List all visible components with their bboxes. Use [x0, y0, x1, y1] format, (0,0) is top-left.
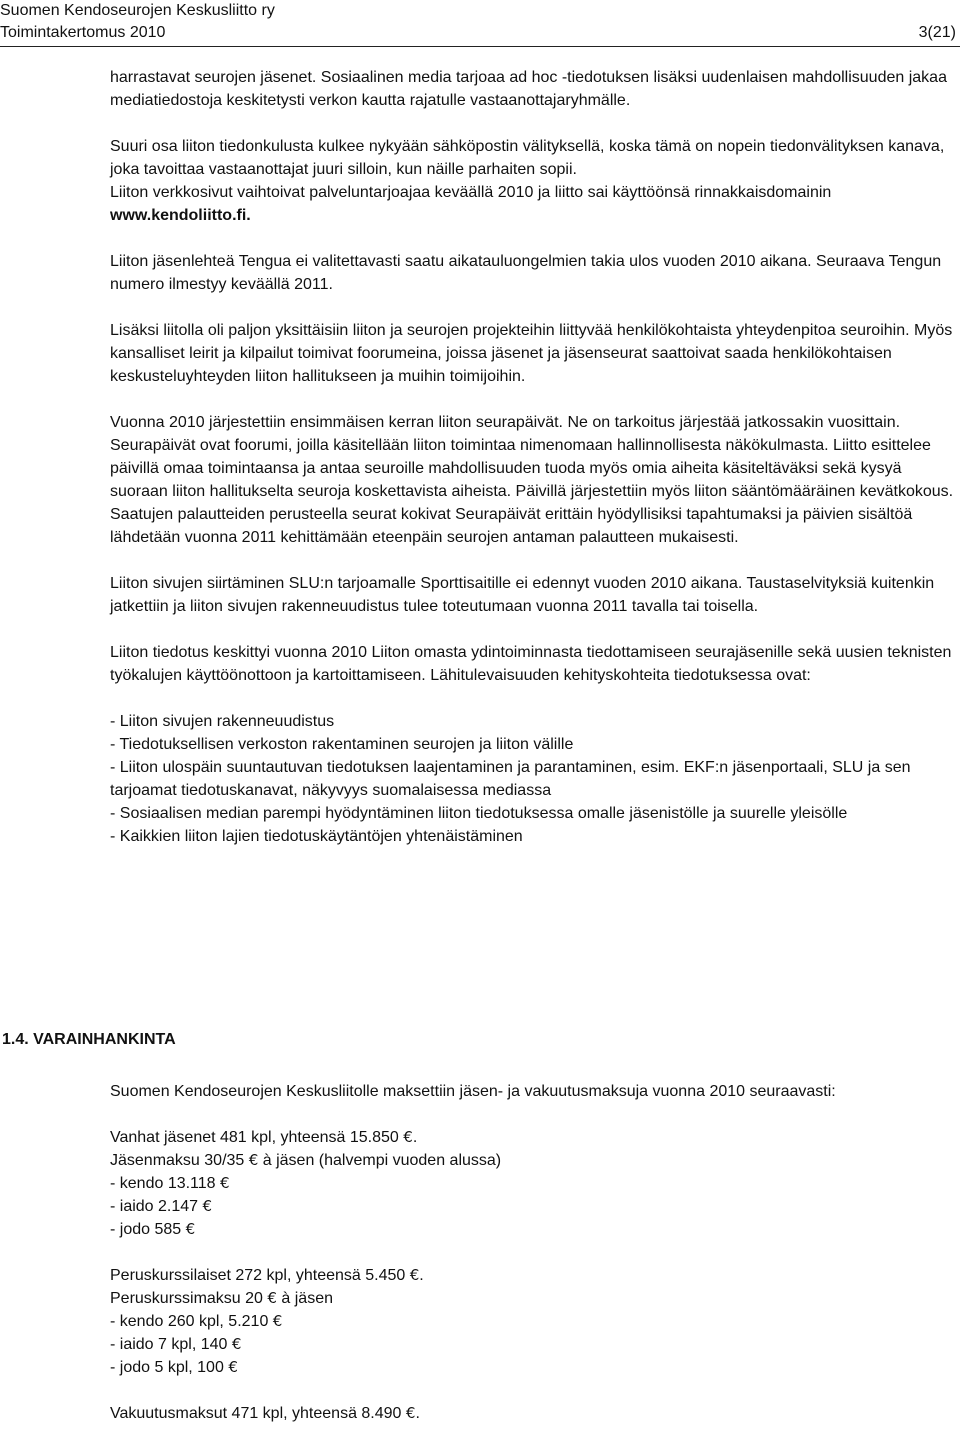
course-item-text: - iaido 7 kpl, 140	[110, 1336, 228, 1353]
euro-icon: €	[272, 1312, 283, 1330]
euro-icon: €	[231, 1335, 242, 1353]
euro-icon: €	[248, 1151, 259, 1169]
list-item	[110, 1356, 958, 1379]
members-line-text: Vanhat jäsenet 481 kpl, yhteensä 15.850	[110, 1129, 399, 1146]
list-item	[110, 1310, 958, 1333]
list-item: - Liiton ulospäin suuntautuvan tiedotuksen laajentaminen ja parantaminen, esim. EKF:n jäsenportaali, SLU ja sen tarjoamat tiedotuskanavat, näkyvyys suomalaisessa mediassa	[110, 759, 911, 799]
euro-icon: €	[403, 1128, 413, 1146]
paragraph-2: Suuri osa liiton tiedonkulusta kulkee nykyään sähköpostin välityksellä, koska tämä on nopein tiedonvälityksen kanava, joka tavoittaa vastaanottajat juuri silloin, kun näille parhaiten sopii.	[110, 138, 945, 178]
euro-icon: €	[220, 1174, 230, 1192]
paragraph-3-text: Liiton verkkosivut vaihtoivat palveluntarjoajaa keväällä 2010 ja liitto sai käyttöönsä rinnakkaisdomainin	[110, 184, 832, 201]
member-item-text: - iaido 2.147	[110, 1198, 199, 1215]
euro-icon: €	[405, 1404, 416, 1422]
course-line: Peruskurssilaiset 272 kpl, yhteensä 5.450 €.	[110, 1266, 424, 1284]
header-page-number: 3(21)	[918, 24, 956, 41]
list-item	[110, 1172, 958, 1195]
section-intro: Suomen Kendoseurojen Keskusliitolle maksettiin jäsen- ja vakuutusmaksuja vuonna 2010 seuraavasti:	[110, 1083, 836, 1100]
list-item: - Kaikkien liiton lajien tiedotuskäytäntöjen yhtenäistäminen	[110, 828, 523, 845]
paragraph-7: Liiton sivujen siirtäminen SLU:n tarjoamalle Sporttisaitille ei edennyt vuoden 2010 aikana. Taustaselvityksiä kuitenkin jatkettiin ja liiton sivujen rakenneuudistus tulee toteutumaan vuonna 2011 tavalla tai toisella.	[110, 575, 935, 615]
paragraph-4: Liiton jäsenlehteä Tengua ei valitettavasti saatu aikatauluongelmien takia ulos vuoden 2010 aikana. Seuraava Tengun numero ilmestyy keväällä 2011.	[110, 253, 942, 293]
paragraph-3	[110, 181, 958, 227]
member-fee-line	[110, 1149, 958, 1172]
page-header	[0, 0, 960, 44]
section-heading: 1.4. VARAINHANKINTA	[2, 1031, 176, 1048]
euro-icon: €	[267, 1289, 277, 1307]
fundraising-section	[110, 1080, 958, 1425]
course-item-text: - jodo 5 kpl, 100	[110, 1359, 224, 1376]
euro-icon: €	[202, 1197, 213, 1215]
course-fee-tail: à jäsen	[276, 1290, 333, 1307]
euro-icon: €	[409, 1266, 420, 1284]
member-fee-tail: à jäsen (halvempi vuoden alussa)	[258, 1152, 502, 1169]
paragraph-6: Vuonna 2010 järjestettiin ensimmäisen kerran liiton seurapäivät. Ne on tarkoitus järjestää jatkossakin vuosittain. Seurapäivät ovat foorumi, joilla käsitellään liiton toimintaa nimenomaan hallinnollisesta näkökulmasta. Liitto esittelee päivillä omaa toimintaansa ja antaa seuroille mahdollisuuden tuoda myös omia aiheita käsiteltäväksi sekä kysyä suoraan liiton hallitukselta seuroja koskettavista aiheista. Päivillä järjestettiin myös liiton sääntömääräinen kevätkokous. Saatujen palautteiden perusteella seurat kokivat Seurapäivät erittäin hyödyllisiksi tapahtumaksi ja päivien sisältöä lähdetään vuonna 2011 kehittämään eteenpäin seurojen antaman palautteen mukaisesti.	[110, 414, 954, 546]
course-fee-line	[110, 1287, 958, 1310]
list-item: - Tiedotuksellisen verkoston rakentaminen seurojen ja liiton välille	[110, 736, 574, 753]
paragraph-8: Liiton tiedotus keskittyi vuonna 2010 Liiton omasta ydintoiminnasta tiedottamiseen seurajäsenille sekä uusien teknisten työkalujen käyttöönottoon ja kartoittamiseen. Lähitulevaisuuden kehityskohteita tiedotuksessa ovat:	[110, 644, 952, 684]
insurance-line: Vakuutusmaksut 471 kpl, yhteensä 8.490 €.	[110, 1404, 420, 1422]
header-divider	[0, 46, 960, 47]
course-line-text: Peruskurssilaiset 272 kpl, yhteensä 5.450	[110, 1267, 406, 1284]
header-doc-title: Toimintakertomus 2010	[0, 24, 166, 41]
header-org: Suomen Kendoseurojen Keskusliitto ry	[0, 2, 275, 19]
euro-icon: €	[228, 1358, 238, 1376]
paragraph-1: harrastavat seurojen jäsenet. Sosiaalinen media tarjoaa ad hoc -tiedotuksen lisäksi uudenlaisen mahdollisuuden jakaa mediatiedostoja keskitetysti verkon kautta rajatulle vastaanottajaryhmälle.	[110, 69, 947, 109]
list-item	[110, 1333, 958, 1356]
member-item-text: - kendo 13.118	[110, 1175, 216, 1192]
insurance-line-text: Vakuutusmaksut 471 kpl, yhteensä 8.490	[110, 1405, 402, 1422]
member-item-text: - jodo 585	[110, 1221, 182, 1238]
paragraph-5: Lisäksi liitolla oli paljon yksittäisiin liiton ja seurojen projekteihin liittyvää henkilökohtaista yhteydenpitoa seuroihin. Myös kansalliset leirit ja kilpailut toimivat foorumeina, joissa jäsenet ja jäsenseurat saattoivat saada henkilökohtaisen keskusteluyhteyden liiton hallitukseen ja muihin toimijoihin.	[110, 322, 953, 385]
euro-icon: €	[185, 1220, 196, 1238]
list-item	[110, 1195, 958, 1218]
website-link[interactable]: www.kendoliitto.fi.	[110, 207, 251, 224]
header-row	[0, 22, 960, 44]
member-fee-text: Jäsenmaksu 30/35	[110, 1152, 245, 1169]
list-item: - Sosiaalisen median parempi hyödyntäminen liiton tiedotuksessa omalle jäsenistölle ja suurelle yleisölle	[110, 805, 848, 822]
course-item-text: - kendo 260 kpl, 5.210	[110, 1313, 269, 1330]
document-body	[110, 66, 958, 848]
list-item	[110, 1218, 958, 1241]
members-line: Vanhat jäsenet 481 kpl, yhteensä 15.850 €.	[110, 1128, 418, 1146]
course-fee-text: Peruskurssimaksu 20	[110, 1290, 263, 1307]
list-item: - Liiton sivujen rakenneuudistus	[110, 713, 335, 730]
